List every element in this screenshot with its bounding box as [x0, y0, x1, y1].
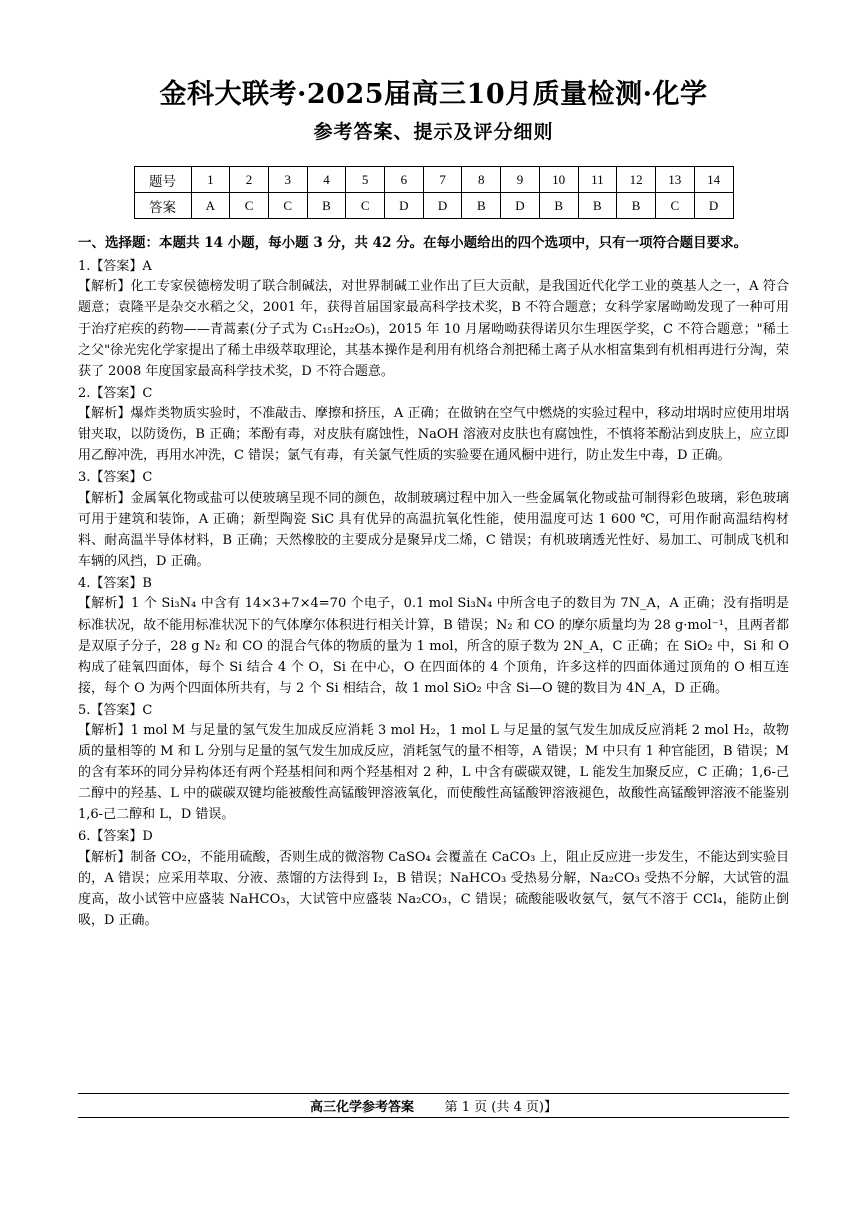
table-cell: 9	[501, 167, 540, 193]
section-heading-multiple-choice: 一、选择题：本题共 14 小题，每小题 3 分，共 42 分。在每小题给出的四个选项中，只有一项符合题目要求。	[78, 235, 748, 251]
table-cell: 11	[578, 167, 617, 193]
answer-line: 1.【答案】A	[78, 258, 152, 274]
table-cell: 6	[385, 167, 424, 193]
table-cell: D	[694, 193, 733, 219]
footer-title: 高三化学参考答案	[310, 1100, 415, 1115]
table-cell: 3	[268, 167, 307, 193]
table-cell: 12	[617, 167, 656, 193]
table-cell: A	[191, 193, 230, 219]
table-cell: C	[655, 193, 694, 219]
table-cell: B	[539, 193, 578, 219]
answer-line: 6.【答案】D	[78, 829, 153, 845]
table-cell: B	[462, 193, 501, 219]
answer-key-table	[134, 166, 734, 219]
page-title: 金科大联考·2025届高三10月质量检测·化学	[159, 79, 708, 110]
table-cell: D	[501, 193, 540, 219]
analysis-text: 【解析】金属氧化物或盐可以使玻璃呈现不同的颜色，故制玻璃过程中加入一些金属氧化物或盐可制得彩色玻璃，彩色玻璃可用于建筑和装饰，A 正确；新型陶瓷 SiC 具有优异的高温抗氧化性能，使用温度可达 1 600 ℃，可用作耐高温结构材料、耐高温半导体材料，B 正确；天然橡胶的主要成分是聚异戊二烯，C 错误；有机玻璃透光性好、易加工、可制成飞机和车辆的风挡，D 正确。	[78, 490, 789, 569]
analysis-text: 【解析】1 mol M 与足量的氢气发生加成反应消耗 3 mol H₂，1 mol L 与足量的氢气发生加成反应消耗 2 mol H₂，故物质的量相等的 M 和 L 分别与足量的氢气发生加成反应，消耗氢气的量不相等，A 错误；M 中只有 1 种官能团，B 错误；M 的含有苯环的同分异构体还有两个羟基相间和两个羟基相对 2 种，L 中含有碳碳双键，L 能发生加聚反应，C 正确；1,6-己二醇中的羟基、L 中的碳碳双键均能被酸性高锰酸钾溶液氧化，而使酸性高锰酸钾溶液褪色，故酸性高锰酸钾溶液不能鉴别 1,6-己二醇和 L，D 错误。	[78, 723, 789, 823]
table-cell: D	[423, 193, 462, 219]
answer-item	[78, 827, 789, 931]
table-cell: 2	[230, 167, 269, 193]
answer-line: 4.【答案】B	[78, 575, 152, 591]
row-label-question: 题号	[134, 167, 191, 193]
table-row-answers	[134, 193, 733, 219]
row-label-answer: 答案	[134, 193, 191, 219]
table-cell: D	[385, 193, 424, 219]
answer-line: 3.【答案】C	[78, 470, 153, 486]
table-cell: 10	[539, 167, 578, 193]
answer-item	[78, 701, 789, 826]
analysis-text: 【解析】制备 CO₂，不能用硫酸，否则生成的微溶物 CaSO₄ 会覆盖在 CaCO₃ 上，阻止反应进一步发生，不能达到实验目的，A 错误；应采用萃取、分液、蒸馏的方法得到 I₂，B 错误；NaHCO₃ 受热易分解，Na₂CO₃ 受热不分解，大试管的温度高，故小试管中应盛装 NaHCO₃，大试管中应盛装 Na₂CO₃，C 错误；硫酸能吸收氨气，氨气不溶于 CCl₄，能防止倒吸，D 正确。	[78, 849, 789, 929]
table-cell: 8	[462, 167, 501, 193]
table-cell: C	[230, 193, 269, 219]
analysis-text: 【解析】爆炸类物质实验时，不准敲击、摩擦和挤压，A 正确；在做钠在空气中燃烧的实验过程中，移动坩埚时应使用坩埚钳夹取，以防烫伤，B 正确；苯酚有毒，对皮肤有腐蚀性，NaOH 溶液对皮肤也有腐蚀性，不慎将苯酚沾到皮肤上，应立即用乙醇冲洗，再用水冲洗，C 错误；氯气有毒，有关氯气性质的实验要在通风橱中进行，防止发生中毒，D 正确。	[78, 406, 789, 464]
page-subtitle: 参考答案、提示及评分细则	[313, 121, 554, 143]
analysis-text: 【解析】化工专家侯德榜发明了联合制碱法，对世界制碱工业作出了巨大贡献，是我国近代化学工业的奠基人之一，A 符合题意；袁隆平是杂交水稻之父，2001 年，获得首届国家最高科学技术奖，B 不符合题意；女科学家屠呦呦发现了一种可用于治疗疟疾的药物——青蒿素(分子式为 C₁₅H₂₂O₅)，2015 年 10 月屠呦呦获得诺贝尔生理医学奖，C 不符合题意；"稀土之父"徐光宪化学家提出了稀土串级萃取理论，其基本操作是利用有机络合剂把稀土离子从水相富集到有机相再进行分淘，荣获了 2008 年度国家最高科学技术奖，D 不符合题意。	[78, 279, 789, 379]
table-cell: B	[617, 193, 656, 219]
analysis-text: 【解析】1 个 Si₃N₄ 中含有 14×3+7×4=70 个电子，0.1 mol Si₃N₄ 中所含电子的数目为 7N_A，A 正确；没有指明是标准状况，故不能用标准状况下的气体摩尔体积进行相关计算，B 错误；N₂ 和 CO 的摩尔质量均为 28 g·mol⁻¹，且两者都是双原子分子，28 g N₂ 和 CO 的混合气体的物质的量为 1 mol，所含的原子数为 2N_A，C 正确；在 SiO₂ 中，Si 和 O 构成了硅氧四面体，每个 Si 结合 4 个 O，Si 在中心，O 在四面体的 4 个顶角，许多这样的四面体通过顶角的 O 相互连接，每个 O 为两个四面体所共有，与 2 个 Si 相结合，故 1 mol SiO₂ 中含 Si—O 键的数目为 4N_A，D 正确。	[78, 596, 789, 696]
footer-bar	[78, 1093, 789, 1118]
table-cell: B	[307, 193, 346, 219]
answer-line: 2.【答案】C	[78, 385, 153, 401]
answer-line: 5.【答案】C	[78, 702, 153, 718]
table-cell: 5	[346, 167, 385, 193]
table-cell: B	[578, 193, 617, 219]
answer-item	[78, 574, 789, 699]
answer-item	[78, 468, 789, 572]
table-cell: 14	[694, 167, 733, 193]
table-cell: 4	[307, 167, 346, 193]
table-cell: C	[346, 193, 385, 219]
table-cell: 7	[423, 167, 462, 193]
answer-item	[78, 384, 789, 467]
table-cell: 1	[191, 167, 230, 193]
answer-item	[78, 257, 789, 382]
table-cell: 13	[655, 167, 694, 193]
page-footer	[0, 1093, 867, 1118]
page-number: 第 1 页 (共 4 页)】	[444, 1100, 557, 1115]
table-row-question-numbers	[134, 167, 733, 193]
table-cell: C	[268, 193, 307, 219]
